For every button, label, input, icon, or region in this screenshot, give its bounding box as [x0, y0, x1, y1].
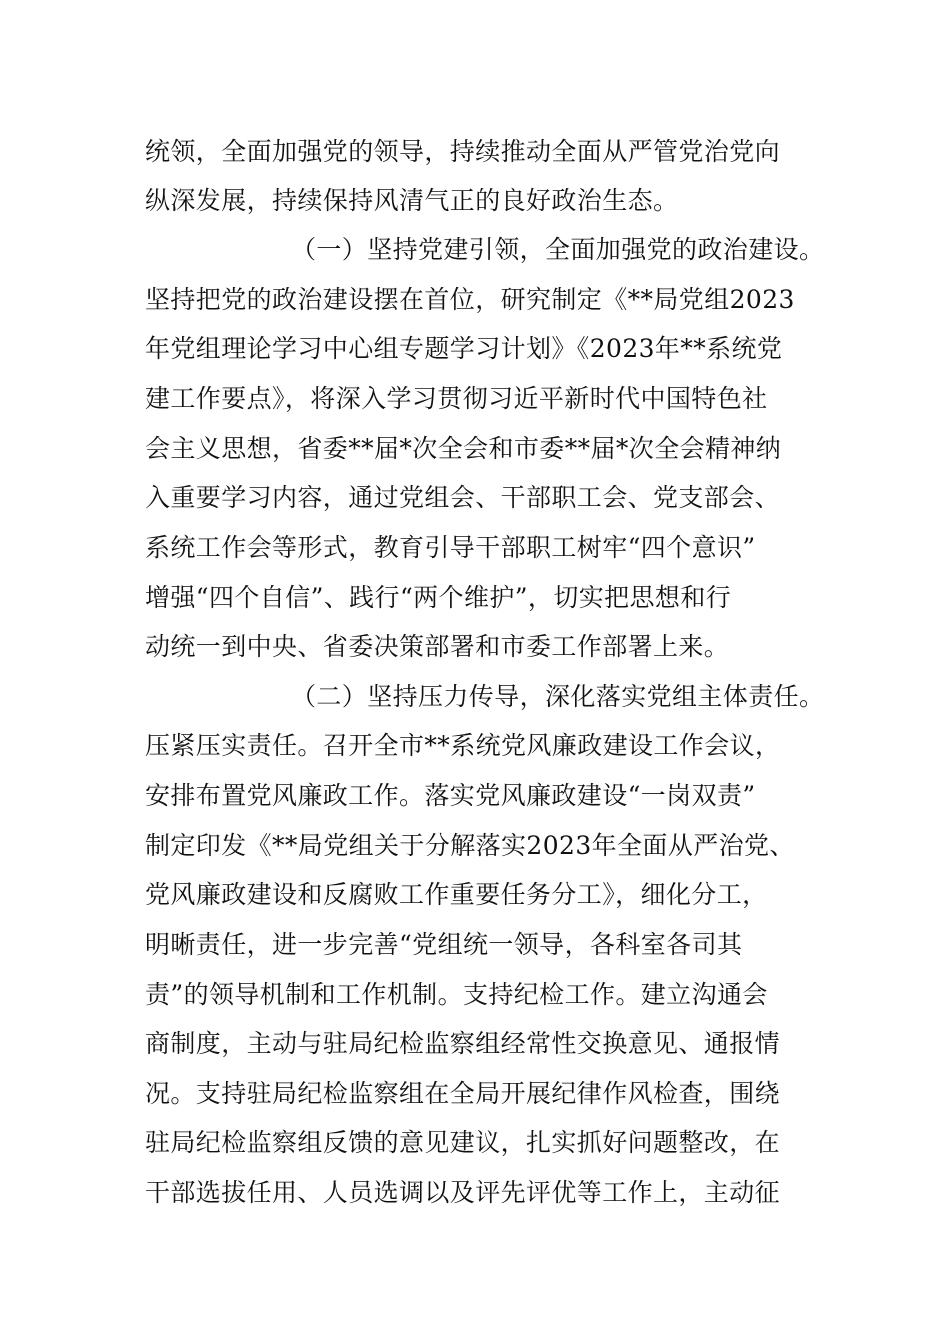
text-line: 坚持把党的政治建设摆在首位，研究制定《**局党组2023	[145, 285, 795, 314]
text-line: 责”的领导机制和工作机制。支持纪检工作。建立沟通会	[145, 980, 768, 1009]
text-line: 统领，全面加强党的领导，持续推动全面从严管党治党向	[145, 137, 781, 166]
text-line: 会主义思想，省委**届*次全会和市委**届*次全会精神纳	[145, 434, 782, 463]
text-line: 商制度，主动与驻局纪检监察组经常性交换意见、通报情	[145, 1029, 781, 1058]
text-line: 压紧压实责任。召开全市**系统党风廉政建设工作会议，	[145, 731, 781, 760]
text-line: 驻局纪检监察组反馈的意见建议，扎实抓好问题整改，在	[145, 1128, 781, 1157]
text-line: 干部选拔任用、人员选调以及评先评优等工作上，主动征	[145, 1178, 781, 1207]
text-line: 入重要学习内容，通过党组会、干部职工会、党支部会、	[145, 483, 781, 512]
text-line: 制定印发《**局党组关于分解落实2023年全面从严治党、	[145, 831, 795, 860]
section-heading-1: （一）坚持党建引领，全面加强党的政治建设。	[291, 235, 825, 264]
section-heading-2: （二）坚持压力传导，深化落实党组主体责任。	[291, 682, 825, 711]
text-line: 系统工作会等形式，教育引导干部职工树牢“四个意识”	[145, 533, 756, 562]
text-line: 年党组理论学习中心组专题学习计划》《2023年**系统党	[145, 334, 783, 363]
text-line: 建工作要点》，将深入学习贯彻习近平新时代中国特色社	[145, 384, 768, 413]
text-line: 增强“四个自信”、践行“两个维护”，切实把思想和行	[145, 583, 732, 612]
text-line: 纵深发展，持续保持风清气正的良好政治生态。	[145, 186, 679, 215]
text-line: 况。支持驻局纪检监察组在全局开展纪律作风检查，围绕	[145, 1079, 781, 1108]
text-line: 明晰责任，进一步完善“党组统一领导，各科室各司其	[145, 930, 743, 959]
text-line: 安排布置党风廉政工作。落实党风廉政建设“一岗双责”	[145, 781, 756, 810]
text-line: 党风廉政建设和反腐败工作重要任务分工》，细化分工，	[145, 880, 768, 909]
text-line: 动统一到中央、省委决策部署和市委工作部署上来。	[145, 632, 730, 661]
